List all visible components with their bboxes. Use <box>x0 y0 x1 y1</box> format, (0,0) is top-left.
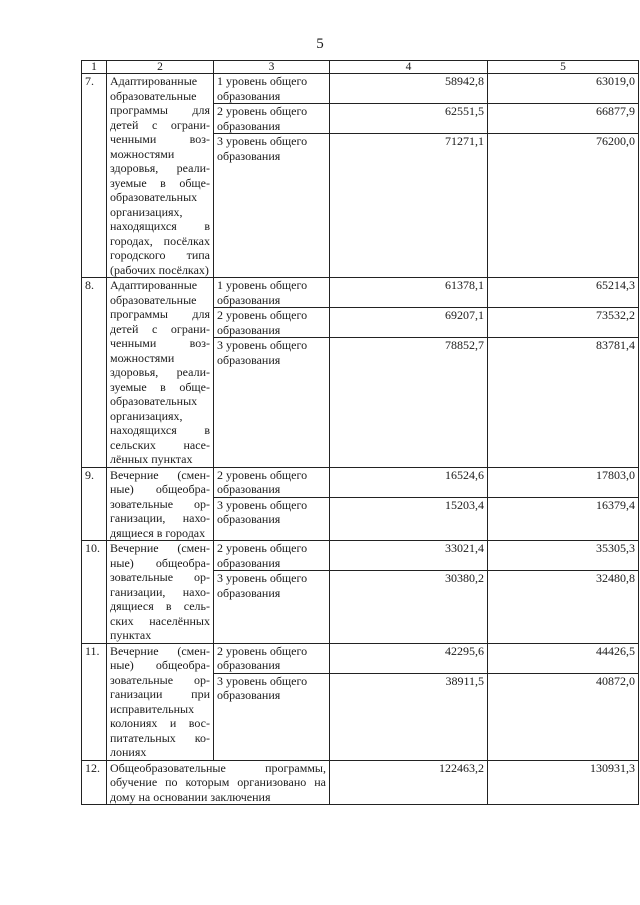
value-column-5: 44426,5 <box>488 643 639 673</box>
value-column-4: 122463,2 <box>330 760 488 805</box>
value-column-4: 33021,4 <box>330 541 488 571</box>
table-row <box>82 541 639 571</box>
education-level: 2 уровень общего образования <box>214 467 330 497</box>
education-level: 3 уровень общего образования <box>214 134 330 278</box>
value-column-5: 17803,0 <box>488 467 639 497</box>
column-header: 4 <box>330 61 488 74</box>
table-row <box>82 467 639 497</box>
row-description: Адаптированные образовательные программы для детей с ограниченными возможностями здоровья, реализуемые в общеобразовательных организациях, находящихся в сельских населённых пунктах <box>107 278 214 468</box>
value-column-5: 40872,0 <box>488 673 639 760</box>
value-column-5: 65214,3 <box>488 278 639 308</box>
column-header: 3 <box>214 61 330 74</box>
row-description: Адаптированные образовательные программы для детей с ограниченными возможностями здоровья, реализуемые в общеобразовательных организациях, находящихся в городах, посёлках городского типа (рабочих посёлках) <box>107 74 214 278</box>
value-column-5: 35305,3 <box>488 541 639 571</box>
row-description: Вечерние (сменные) общеобразовательные организации при исправительных колониях и воспитательных колониях <box>107 643 214 760</box>
value-column-5: 66877,9 <box>488 104 639 134</box>
page-number: 5 <box>316 36 324 52</box>
value-column-5: 76200,0 <box>488 134 639 278</box>
value-column-5: 73532,2 <box>488 308 639 338</box>
value-column-4: 62551,5 <box>330 104 488 134</box>
education-level: 2 уровень общего образования <box>214 104 330 134</box>
value-column-4: 30380,2 <box>330 571 488 644</box>
value-column-5: 16379,4 <box>488 497 639 541</box>
value-column-4: 78852,7 <box>330 338 488 468</box>
row-number: 7. <box>82 74 107 278</box>
column-header: 2 <box>107 61 214 74</box>
value-column-4: 15203,4 <box>330 497 488 541</box>
education-level: 2 уровень общего образования <box>214 643 330 673</box>
table-row <box>82 643 639 673</box>
row-number: 12. <box>82 760 107 805</box>
table-header-row <box>82 61 639 74</box>
row-number: 8. <box>82 278 107 468</box>
education-level: 2 уровень общего образования <box>214 308 330 338</box>
row-number: 11. <box>82 643 107 760</box>
value-column-5: 130931,3 <box>488 760 639 805</box>
table-row <box>82 74 639 104</box>
value-column-5: 32480,8 <box>488 571 639 644</box>
value-column-4: 16524,6 <box>330 467 488 497</box>
value-column-4: 42295,6 <box>330 643 488 673</box>
education-level: 1 уровень общего образования <box>214 278 330 308</box>
table-row <box>82 278 639 308</box>
value-column-4: 61378,1 <box>330 278 488 308</box>
value-column-5: 83781,4 <box>488 338 639 468</box>
value-column-5: 63019,0 <box>488 74 639 104</box>
row-number: 10. <box>82 541 107 644</box>
row-description: Вечерние (сменные) общеобразовательные организации, находящиеся в сельских населённых пунктах <box>107 541 214 644</box>
value-column-4: 71271,1 <box>330 134 488 278</box>
table-row <box>82 760 639 805</box>
row-description: Общеобразовательные программы, обучение по которым организовано на дому на основании заключения <box>107 760 330 805</box>
education-level: 3 уровень общего образования <box>214 571 330 644</box>
row-description: Вечерние (сменные) общеобразовательные организации, находящиеся в городах <box>107 467 214 541</box>
row-number: 9. <box>82 467 107 541</box>
education-level: 2 уровень общего образования <box>214 541 330 571</box>
value-column-4: 69207,1 <box>330 308 488 338</box>
value-column-4: 38911,5 <box>330 673 488 760</box>
education-level: 3 уровень общего образования <box>214 497 330 541</box>
education-level: 3 уровень общего образования <box>214 338 330 468</box>
cost-table <box>81 60 639 805</box>
education-level: 3 уровень общего образования <box>214 673 330 760</box>
education-level: 1 уровень общего образования <box>214 74 330 104</box>
column-header: 5 <box>488 61 639 74</box>
value-column-4: 58942,8 <box>330 74 488 104</box>
column-header: 1 <box>82 61 107 74</box>
